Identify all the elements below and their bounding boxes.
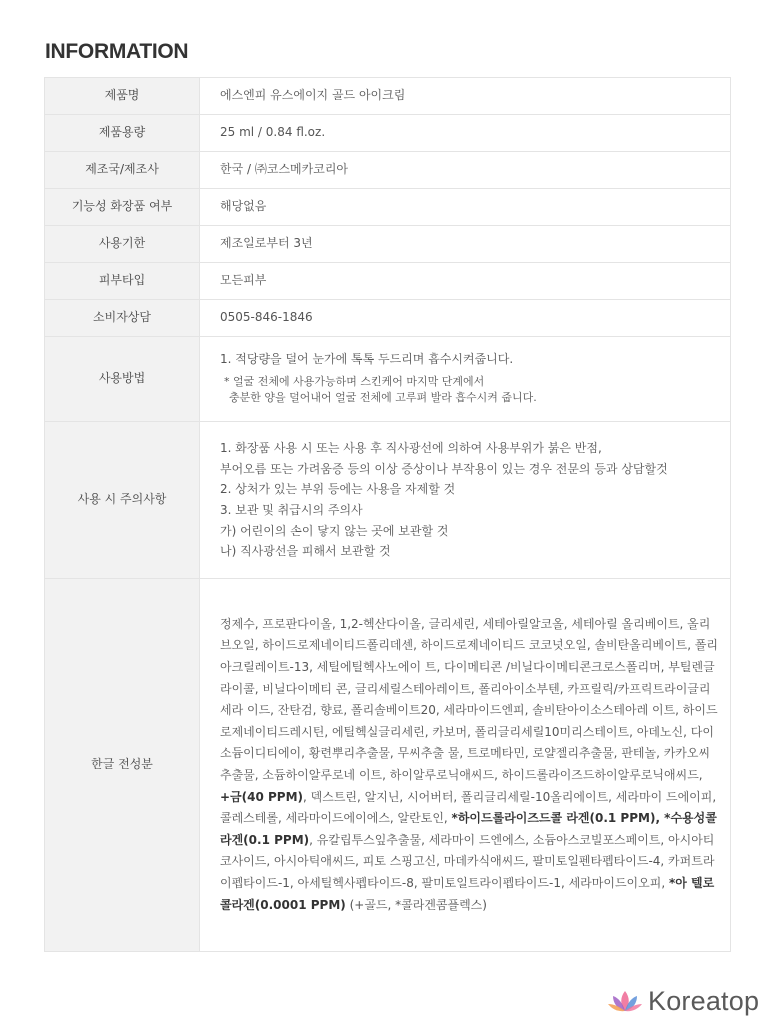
logo-text: Koreatop — [648, 986, 760, 1016]
row-value-origin: 한국 / ㈜코스메카코리아 — [200, 152, 731, 189]
ingredients-highlight: *하이드롤라이즈드콜 라겐(0.1 PPM), *수용성콜라겐(0.1 PPM) — [220, 811, 717, 847]
table-row — [45, 78, 731, 115]
usage-note — [220, 374, 729, 406]
table-row — [45, 337, 731, 422]
ingredients-part: (+골드, *콜라겐콤플렉스) — [345, 897, 487, 912]
table-row — [45, 226, 731, 263]
row-value-volume: 25 ml / 0.84 fl.oz. — [200, 115, 731, 152]
caution-line: 나) 직사광선을 피해서 보관할 것 — [220, 544, 391, 559]
koreatop-logo — [606, 986, 759, 1017]
ingredients-part: , 덱스트린, 알지닌, 시어버터, 폴리글리세릴-10올리에이트, 세라마이 드에이피, 콜레스테롤, 세라마이드에이에스, 알란토인, — [220, 789, 717, 826]
row-value-ingredients — [200, 579, 731, 952]
table-row — [45, 189, 731, 226]
row-label-product-name: 제품명 — [45, 78, 200, 115]
caution-line: 2. 상처가 있는 부위 등에는 사용을 자제할 것 — [220, 482, 456, 497]
ingredients-highlight: +금(40 PPM) — [220, 789, 304, 804]
product-info-table — [44, 77, 731, 952]
row-label-origin: 제조국/제조사 — [45, 152, 200, 189]
ingredients-part: 정제수, 프로판다이올, 1,2-헥산다이올, 글리세린, 세테아릴알코올, 세테아릴 올리베이트, 올리브오일, 하이드로제네이티드폴리데센, 하이드로제네이티드 코코넛오일, 솔비탄올리베이트, 폴리아크릴레이트-13, 세틸에틸헥사노에이 트, 다이메티콘 /비닐다이메티콘크로스폴리머, 부틸렌글라이콜, 비닐다이메티 콘, 글리세릴스테아레이트, 폴리아이소부텐, 카프릴릭/카프릭트라이글리세라 이드, 잔탄검, 향료, 폴리솔베이트20, 세라마이드엔피, 솔비탄아이소스테아레 이트, 하이드로제네이티드레시틴, 에틸헥실글리세린, 카보머, 폴리글리세릴10미리스테이트, 아데노신, 다이소듐이디티에이, 황련뿌리추출물, 무씨추출 물, 트로메타민, 로얄젤리추출물, 판테놀, 카카오씨추출물, 소듐하이알루로네 이트, 하이알루로닉애씨드, 하이드롤라이즈드하이알루로닉애씨드, — [220, 616, 719, 782]
row-label-usage: 사용방법 — [45, 337, 200, 422]
row-label-skin-type: 피부타입 — [45, 263, 200, 300]
lotus-icon — [606, 988, 644, 1016]
table-row — [45, 422, 731, 579]
row-label-caution: 사용 시 주의사항 — [45, 422, 200, 579]
row-value-expiry: 제조일로부터 3년 — [200, 226, 731, 263]
caution-line: 가) 어린이의 손이 닿지 않는 곳에 보관할 것 — [220, 523, 449, 538]
row-value-customer-service: 0505-846-1846 — [200, 300, 731, 337]
usage-main-text: 1. 적당량을 덜어 눈가에 톡톡 두드리며 흡수시켜줍니다. — [220, 352, 514, 367]
caution-line: 3. 보관 및 취급시의 주의사 — [220, 503, 363, 517]
caution-line: 1. 화장품 사용 시 또는 사용 후 직사광선에 의하여 사용부위가 붉은 반점, — [220, 441, 602, 456]
row-value-caution — [200, 422, 731, 579]
table-row — [45, 579, 731, 952]
row-label-volume: 제품용량 — [45, 115, 200, 152]
caution-line: 부어오름 또는 가려움증 등의 이상 증상이나 부작용이 있는 경우 전문의 등과 상담할것 — [220, 461, 668, 476]
row-label-ingredients: 한글 전성분 — [45, 579, 200, 952]
row-value-skin-type: 모든피부 — [200, 263, 731, 300]
table-row — [45, 115, 731, 152]
ingredients-highlight: *아 텔로콜라겐(0.0001 PPM) — [220, 875, 715, 912]
section-title: INFORMATION — [45, 40, 189, 63]
ingredients-text — [220, 614, 729, 916]
row-value-usage — [200, 337, 731, 422]
table-row — [45, 152, 731, 189]
ingredients-part: , 유칼립투스잎추출물, 세라마이 드엔에스, 소듐아스코빌포스페이트, 아시아티코사이드, 아시아틱애씨드, 피토 스핑고신, 마데카식애씨드, 팔미토일펜타펩타이드-4, 카퍼트라이펩타이드-1, 아세틸헥사펩타이드-8, 팔미토일트라이펩타이드-1, 세라마이드이오피, — [220, 832, 715, 890]
table-row — [45, 300, 731, 337]
row-label-customer-service: 소비자상담 — [45, 300, 200, 337]
row-value-product-name: 에스엔피 유스에이지 골드 아이크림 — [200, 78, 731, 115]
row-label-expiry: 사용기한 — [45, 226, 200, 263]
usage-note-line: 충분한 양을 덜어내어 얼굴 전체에 고루펴 발라 흡수시켜 줍니다. — [229, 390, 537, 404]
table-row — [45, 263, 731, 300]
row-value-functional: 해당없음 — [200, 189, 731, 226]
row-label-functional: 기능성 화장품 여부 — [45, 189, 200, 226]
usage-note-line: * 얼굴 전체에 사용가능하며 스킨케어 마지막 단계에서 — [224, 374, 485, 388]
